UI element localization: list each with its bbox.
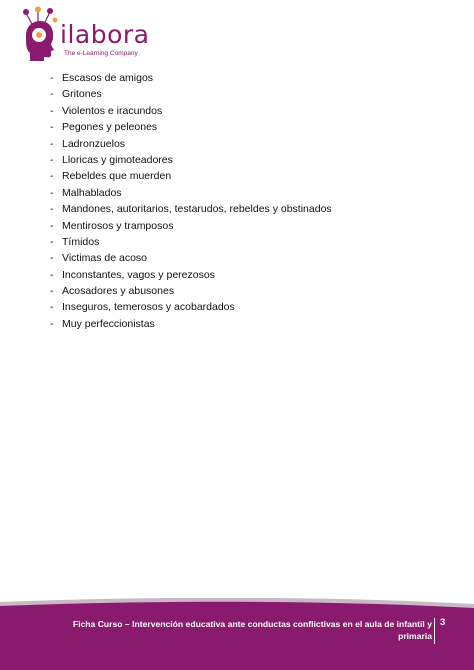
list-item	[50, 267, 332, 283]
bullet-dash: -	[50, 235, 54, 248]
bullet-dash: -	[50, 301, 54, 314]
bullet-dash: -	[50, 186, 54, 199]
ilabora-logo	[18, 6, 168, 61]
head-brain-icon	[18, 6, 62, 61]
list-item	[50, 299, 332, 315]
trait-list	[50, 70, 332, 332]
list-item-text: Mentirosos y tramposos	[62, 219, 174, 232]
list-item-text: Acosadores y abusones	[62, 285, 175, 298]
bullet-dash: -	[50, 153, 54, 166]
list-item-text: Inconstantes, vagos y perezosos	[62, 268, 215, 281]
list-item	[50, 185, 332, 201]
logo-wordmark: ilabora	[60, 20, 150, 49]
list-item-text: Ladronzuelos	[62, 137, 126, 150]
footer-title-line2: primaria	[398, 631, 432, 641]
list-item-text: Muy perfeccionistas	[62, 317, 155, 330]
list-item	[50, 234, 332, 250]
list-item-text: Lloricas y gimoteadores	[62, 153, 173, 166]
bullet-dash: -	[50, 72, 54, 84]
bullet-dash: -	[50, 203, 54, 216]
list-item	[50, 103, 332, 119]
footer-divider	[434, 618, 435, 644]
logo-tagline: The e-Learning Company	[64, 50, 138, 57]
list-item	[50, 152, 332, 168]
bullet-dash: -	[50, 104, 54, 117]
bullet-dash: -	[50, 121, 54, 134]
list-item-text: Escasos de amigos	[62, 72, 154, 84]
bullet-dash: -	[50, 268, 54, 281]
list-item-text: Malhablados	[62, 186, 122, 199]
list-item-text: Violentos e iracundos	[62, 104, 163, 117]
list-item	[50, 201, 332, 217]
list-item	[50, 136, 332, 152]
list-item	[50, 168, 332, 184]
list-item-text: Inseguros, temerosos y acobardados	[62, 301, 235, 314]
bullet-dash: -	[50, 285, 54, 298]
list-item	[50, 119, 332, 135]
list-item-text: Mandones, autoritarios, testarudos, rebeldes y obstinados	[62, 203, 332, 216]
list-item	[50, 86, 332, 102]
bullet-dash: -	[50, 170, 54, 183]
page-number: 3	[440, 617, 446, 628]
list-item	[50, 283, 332, 299]
bullet-dash: -	[50, 88, 54, 101]
bullet-dash: -	[50, 252, 54, 265]
list-item-text: Gritones	[62, 88, 102, 101]
bullet-dash: -	[50, 137, 54, 150]
list-item-text: Victimas de acoso	[62, 252, 148, 265]
footer-title-line1: Ficha Curso – Intervención educativa ante conductas conflictivas en el aula de infantil y	[72, 619, 432, 629]
list-item	[50, 250, 332, 266]
bullet-dash: -	[50, 317, 54, 330]
page-footer	[0, 598, 474, 670]
list-item-text: Pegones y peleones	[62, 121, 158, 134]
list-item	[50, 70, 332, 86]
list-item	[50, 218, 332, 234]
list-item	[50, 316, 332, 332]
list-item-text: Tímidos	[62, 235, 100, 248]
list-item-text: Rebeldes que muerden	[62, 170, 172, 183]
footer-course-title	[60, 618, 432, 642]
bullet-dash: -	[50, 219, 54, 232]
